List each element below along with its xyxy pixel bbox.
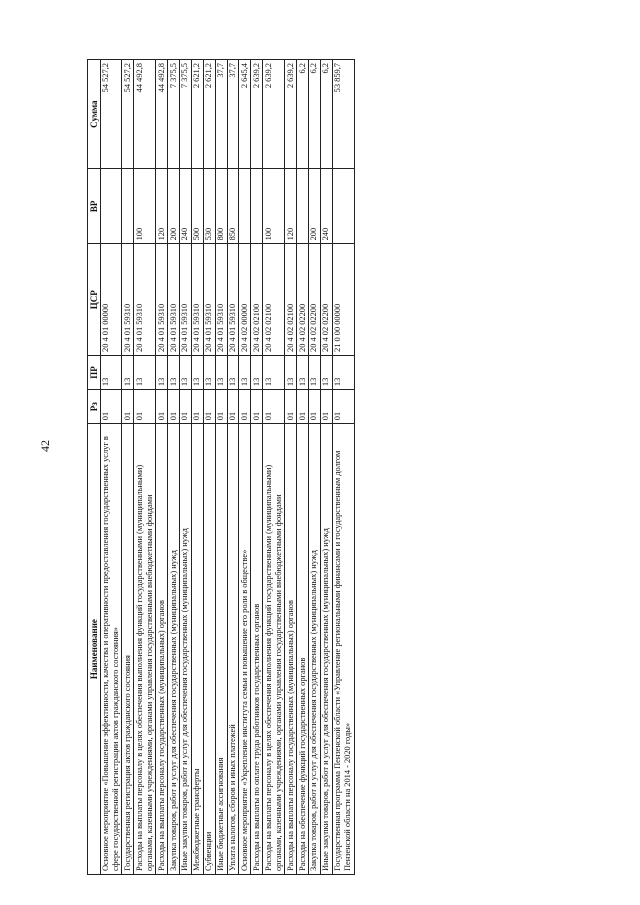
cell-rz: 01 xyxy=(203,390,215,424)
cell-vr: 100 xyxy=(263,169,285,244)
cell-sum: 2 639,2 xyxy=(263,60,285,169)
cell-vr: 200 xyxy=(168,169,180,244)
cell-rz: 01 xyxy=(263,390,285,424)
table-row xyxy=(308,60,320,875)
header-vr: ВР xyxy=(88,169,101,244)
cell-csr: 20 4 02 02100 xyxy=(263,244,285,356)
cell-pr: 13 xyxy=(332,355,354,389)
cell-name: Расходы на выплаты персоналу государственных (муниципальных) органов xyxy=(156,424,168,875)
table-row xyxy=(227,60,239,875)
table-row xyxy=(251,60,263,875)
cell-name: Межбюджетные трансферты xyxy=(191,424,203,875)
cell-sum: 7 375,5 xyxy=(168,60,180,169)
cell-rz: 01 xyxy=(134,390,156,424)
cell-rz: 01 xyxy=(122,390,134,424)
table-row xyxy=(215,60,227,875)
cell-pr: 13 xyxy=(168,355,180,389)
cell-vr xyxy=(251,169,263,244)
cell-name: Расходы на выплаты персоналу государственных (муниципальных) органов xyxy=(285,424,297,875)
cell-vr: 120 xyxy=(156,169,168,244)
cell-csr: 20 4 01 59310 xyxy=(122,244,134,356)
table-row xyxy=(100,60,122,875)
cell-name: Закупка товаров, работ и услуг для обеспечения государственных (муниципальных) нужд xyxy=(308,424,320,875)
cell-csr: 20 4 01 59310 xyxy=(203,244,215,356)
cell-pr: 13 xyxy=(100,355,122,389)
cell-pr: 13 xyxy=(215,355,227,389)
table-row xyxy=(203,60,215,875)
cell-vr: 850 xyxy=(227,169,239,244)
cell-name: Уплата налогов, сборов и иных платежей xyxy=(227,424,239,875)
table-row xyxy=(122,60,134,875)
cell-csr: 20 4 02 02100 xyxy=(251,244,263,356)
cell-vr: 120 xyxy=(285,169,297,244)
cell-sum: 7 375,5 xyxy=(179,60,191,169)
cell-csr: 20 4 01 59310 xyxy=(156,244,168,356)
cell-sum: 37,7 xyxy=(227,60,239,169)
cell-sum: 6,2 xyxy=(308,60,320,169)
cell-pr: 13 xyxy=(320,355,332,389)
cell-csr: 20 4 02 02200 xyxy=(320,244,332,356)
cell-rz: 01 xyxy=(308,390,320,424)
cell-vr: 530 xyxy=(203,169,215,244)
cell-name: Закупка товаров, работ и услуг для обеспечения государственных (муниципальных) нужд xyxy=(168,424,180,875)
header-pr: ПР xyxy=(88,355,101,389)
cell-sum: 2 645,4 xyxy=(239,60,251,169)
cell-name: Расходы на обеспечение функций государственных органов xyxy=(297,424,309,875)
cell-rz: 01 xyxy=(227,390,239,424)
cell-rz: 01 xyxy=(168,390,180,424)
cell-sum: 54 527,2 xyxy=(100,60,122,169)
cell-vr xyxy=(122,169,134,244)
table-row xyxy=(285,60,297,875)
cell-name: Основное мероприятие «Укрепление института семьи и повышение его роли в обществе» xyxy=(239,424,251,875)
cell-csr: 20 4 02 02200 xyxy=(297,244,309,356)
table-row xyxy=(134,60,156,875)
cell-rz: 01 xyxy=(191,390,203,424)
cell-sum: 54 527,2 xyxy=(122,60,134,169)
header-rz: Рз xyxy=(88,390,101,424)
cell-sum: 53 859,7 xyxy=(332,60,354,169)
cell-sum: 2 621,2 xyxy=(203,60,215,169)
table-row xyxy=(191,60,203,875)
cell-rz: 01 xyxy=(251,390,263,424)
cell-sum: 44 492,8 xyxy=(134,60,156,169)
cell-sum: 6,2 xyxy=(297,60,309,169)
cell-csr: 20 4 01 59310 xyxy=(191,244,203,356)
cell-pr: 13 xyxy=(251,355,263,389)
cell-rz: 01 xyxy=(156,390,168,424)
table-row xyxy=(332,60,354,875)
cell-name: Расходы на выплаты персоналу в целях обеспечения выполнения функций государственными (муниципальными) органами, казенными учреждениями, органами управления государственными внебюджетными фондами xyxy=(134,424,156,875)
table-row xyxy=(263,60,285,875)
cell-pr: 13 xyxy=(297,355,309,389)
cell-pr: 13 xyxy=(122,355,134,389)
cell-csr: 20 4 01 59310 xyxy=(215,244,227,356)
table-row xyxy=(179,60,191,875)
cell-pr: 13 xyxy=(227,355,239,389)
cell-vr: 240 xyxy=(179,169,191,244)
header-csr: ЦСР xyxy=(88,244,101,356)
cell-pr: 13 xyxy=(263,355,285,389)
cell-csr: 20 4 02 02200 xyxy=(308,244,320,356)
cell-sum: 2 621,2 xyxy=(191,60,203,169)
cell-name: Государственная регистрация актов гражданского состояния xyxy=(122,424,134,875)
cell-name: Расходы на выплаты по оплате труда работников государственных органов xyxy=(251,424,263,875)
table-row xyxy=(320,60,332,875)
cell-csr: 20 4 01 59310 xyxy=(134,244,156,356)
cell-rz: 01 xyxy=(100,390,122,424)
cell-csr: 21 0 00 00000 xyxy=(332,244,354,356)
cell-name: Иные закупки товаров, работ и услуг для обеспечения государственных (муниципальных) нужд xyxy=(320,424,332,875)
cell-pr: 13 xyxy=(308,355,320,389)
rotated-page-content xyxy=(87,59,550,875)
cell-name: Иные бюджетные ассигнования xyxy=(215,424,227,875)
cell-name: Субвенции xyxy=(203,424,215,875)
table-row xyxy=(239,60,251,875)
cell-pr: 13 xyxy=(203,355,215,389)
cell-csr: 20 4 02 00000 xyxy=(239,244,251,356)
cell-csr: 20 4 01 59310 xyxy=(179,244,191,356)
cell-name: Государственная программа Пензенской области «Управление региональными финансами и государственным долгом Пензенской области на 2014 - 2020 годы» xyxy=(332,424,354,875)
header-sum: Сумма xyxy=(88,60,101,169)
table-header-row xyxy=(88,60,101,875)
cell-pr: 13 xyxy=(134,355,156,389)
cell-csr: 20 4 01 59310 xyxy=(227,244,239,356)
budget-table xyxy=(87,59,355,875)
cell-rz: 01 xyxy=(320,390,332,424)
table-row xyxy=(168,60,180,875)
cell-vr: 240 xyxy=(320,169,332,244)
cell-sum: 2 639,2 xyxy=(285,60,297,169)
cell-pr: 13 xyxy=(156,355,168,389)
page-number: 42 xyxy=(38,440,52,452)
table-row xyxy=(297,60,309,875)
cell-pr: 13 xyxy=(285,355,297,389)
cell-vr xyxy=(297,169,309,244)
cell-csr: 20 4 01 00000 xyxy=(100,244,122,356)
cell-rz: 01 xyxy=(332,390,354,424)
cell-sum: 6,2 xyxy=(320,60,332,169)
cell-rz: 01 xyxy=(215,390,227,424)
cell-csr: 20 4 01 59310 xyxy=(168,244,180,356)
cell-rz: 01 xyxy=(285,390,297,424)
cell-vr: 500 xyxy=(191,169,203,244)
cell-sum: 44 492,8 xyxy=(156,60,168,169)
cell-sum: 37,7 xyxy=(215,60,227,169)
cell-name: Расходы на выплаты персоналу в целях обеспечения выполнения функций государственными (муниципальными) органами, казенными учреждениями, органами управления государственными внебюджетными фондами xyxy=(263,424,285,875)
cell-csr: 20 4 02 02100 xyxy=(285,244,297,356)
cell-rz: 01 xyxy=(239,390,251,424)
table-row xyxy=(156,60,168,875)
cell-name: Иные закупки товаров, работ и услуг для обеспечения государственных (муниципальных) нужд xyxy=(179,424,191,875)
cell-vr: 200 xyxy=(308,169,320,244)
cell-vr xyxy=(239,169,251,244)
cell-vr xyxy=(100,169,122,244)
cell-vr xyxy=(332,169,354,244)
cell-vr: 800 xyxy=(215,169,227,244)
cell-pr: 13 xyxy=(179,355,191,389)
cell-pr: 13 xyxy=(191,355,203,389)
header-name: Наименование xyxy=(88,424,101,875)
cell-vr: 100 xyxy=(134,169,156,244)
cell-rz: 01 xyxy=(297,390,309,424)
cell-name: Основное мероприятие «Повышение эффективности, качества и оперативности предоставления государственных услуг в сфере государственной регистрации актов гражданского состояния» xyxy=(100,424,122,875)
cell-sum: 2 639,2 xyxy=(251,60,263,169)
cell-rz: 01 xyxy=(179,390,191,424)
cell-pr: 13 xyxy=(239,355,251,389)
